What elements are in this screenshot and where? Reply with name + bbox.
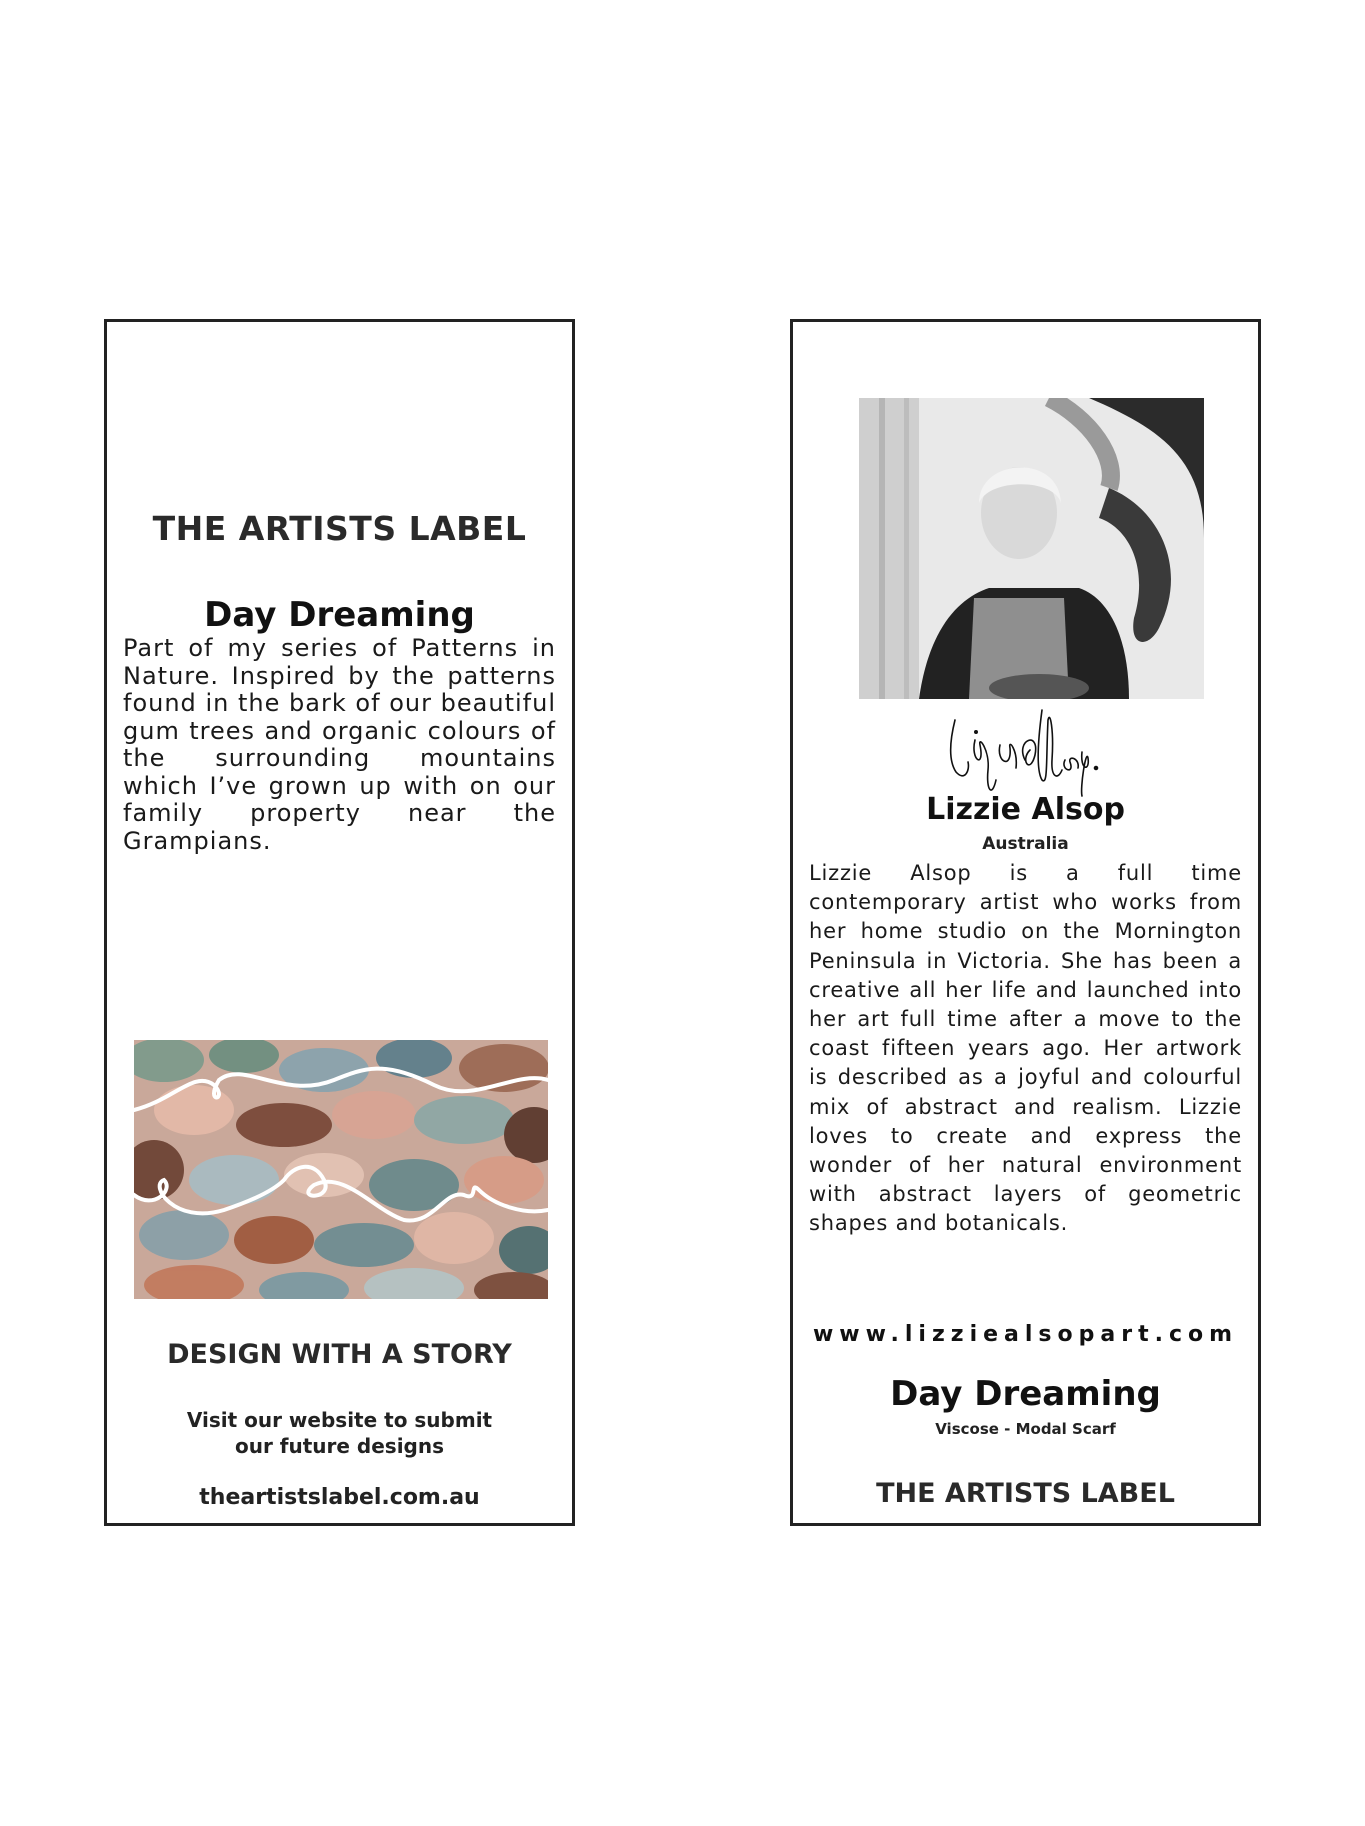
artwork-image [134,1040,548,1299]
product-title: Day Dreaming [890,1374,1161,1414]
artist-portrait [859,398,1204,699]
website-link[interactable]: theartistslabel.com.au [199,1485,480,1510]
visit-line-1: Visit our website to submit [186,1408,493,1432]
brand-footer: THE ARTISTS LABEL [876,1478,1175,1509]
artist-name: Lizzie Alsop [926,792,1125,827]
artist-website-link[interactable]: www.lizziealsopart.com [812,1322,1239,1347]
artwork-info-card [104,319,575,1526]
brand-heading: THE ARTISTS LABEL [152,509,527,548]
artist-info-card [790,319,1261,1526]
visit-line-2: our future designs [234,1434,445,1458]
artwork-description: Part of my series of Patterns in Nature. Inspired by the patterns found in the bark of our beautiful gum trees and organic colours of the surrounding mountains which I’ve grown up with on our family property near the Grampians. [123,634,556,855]
visit-text [107,1407,572,1459]
artist-country: Australia [982,834,1069,854]
artist-bio: Lizzie Alsop is a full time contemporary artist who works from her home studio on the Mornington Peninsula in Victoria. She has been a creative all her life and launched into her art full time after a move to the coast fifteen years ago. Her artwork is described as a joyful and colourful mix of abstract and realism. Lizzie loves to create and express the wonder of her natural environment with abstract layers of geometric shapes and botanicals. [809,861,1242,1236]
tagline: DESIGN WITH A STORY [167,1339,512,1370]
product-type: Viscose - Modal Scarf [935,1420,1116,1438]
artwork-title: Day Dreaming [204,595,475,635]
